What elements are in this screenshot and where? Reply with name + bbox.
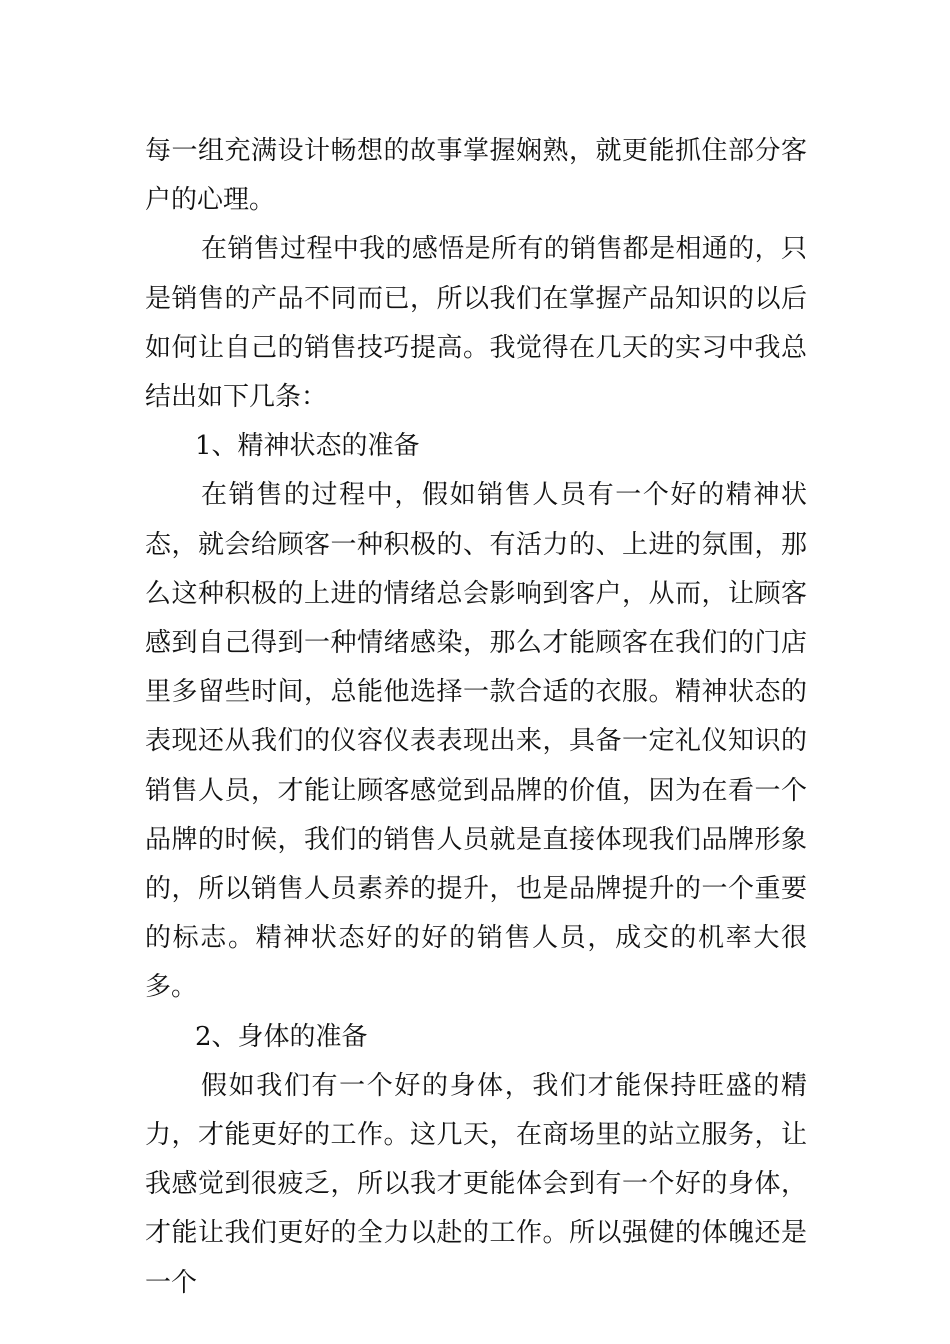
paragraph-continuation: 每一组充满设计畅想的故事掌握娴熟，就更能抓住部分客户的心理。 — [145, 136, 807, 216]
section-heading-mental-state: 1、精神状态的准备 — [195, 431, 420, 462]
section-heading-physical: 2、身体的准备 — [195, 1021, 368, 1052]
document-page — [145, 127, 807, 1308]
paragraph-sales-insight: 在销售过程中我的感悟是所有的销售都是相通的，只是销售的产品不同而已，所以我们在掌握产品知识的以后如何让自己的销售技巧提高。我觉得在几天的实习中我总结出如下几条： — [145, 234, 807, 413]
paragraph-mental-state: 在销售的过程中，假如销售人员有一个好的精神状态，就会给顾客一种积极的、有活力的、上进的氛围，那么这种积极的上进的情绪总会影响到客户，从而，让顾客感到自己得到一种情绪感染，那么才能顾客在我们的门店里多留些时间，总能他选择一款合适的衣服。精神状态的表现还从我们的仪容仪表表现出来，具备一定礼仪知识的销售人员，才能让顾客感觉到品牌的价值，因为在看一个品牌的时候，我们的销售人员就是直接体现我们品牌形象的，所以销售人员素养的提升，也是品牌提升的一个重要的标志。精神状态好的好的销售人员，成交的机率大很多。 — [145, 480, 807, 1003]
paragraph-physical: 假如我们有一个好的身体，我们才能保持旺盛的精力，才能更好的工作。这几天，在商场里的站立服务，让我感觉到很疲乏，所以我才更能体会到有一个好的身体，才能让我们更好的全力以赴的工作。所以强健的体魄还是一个 — [145, 1070, 807, 1298]
